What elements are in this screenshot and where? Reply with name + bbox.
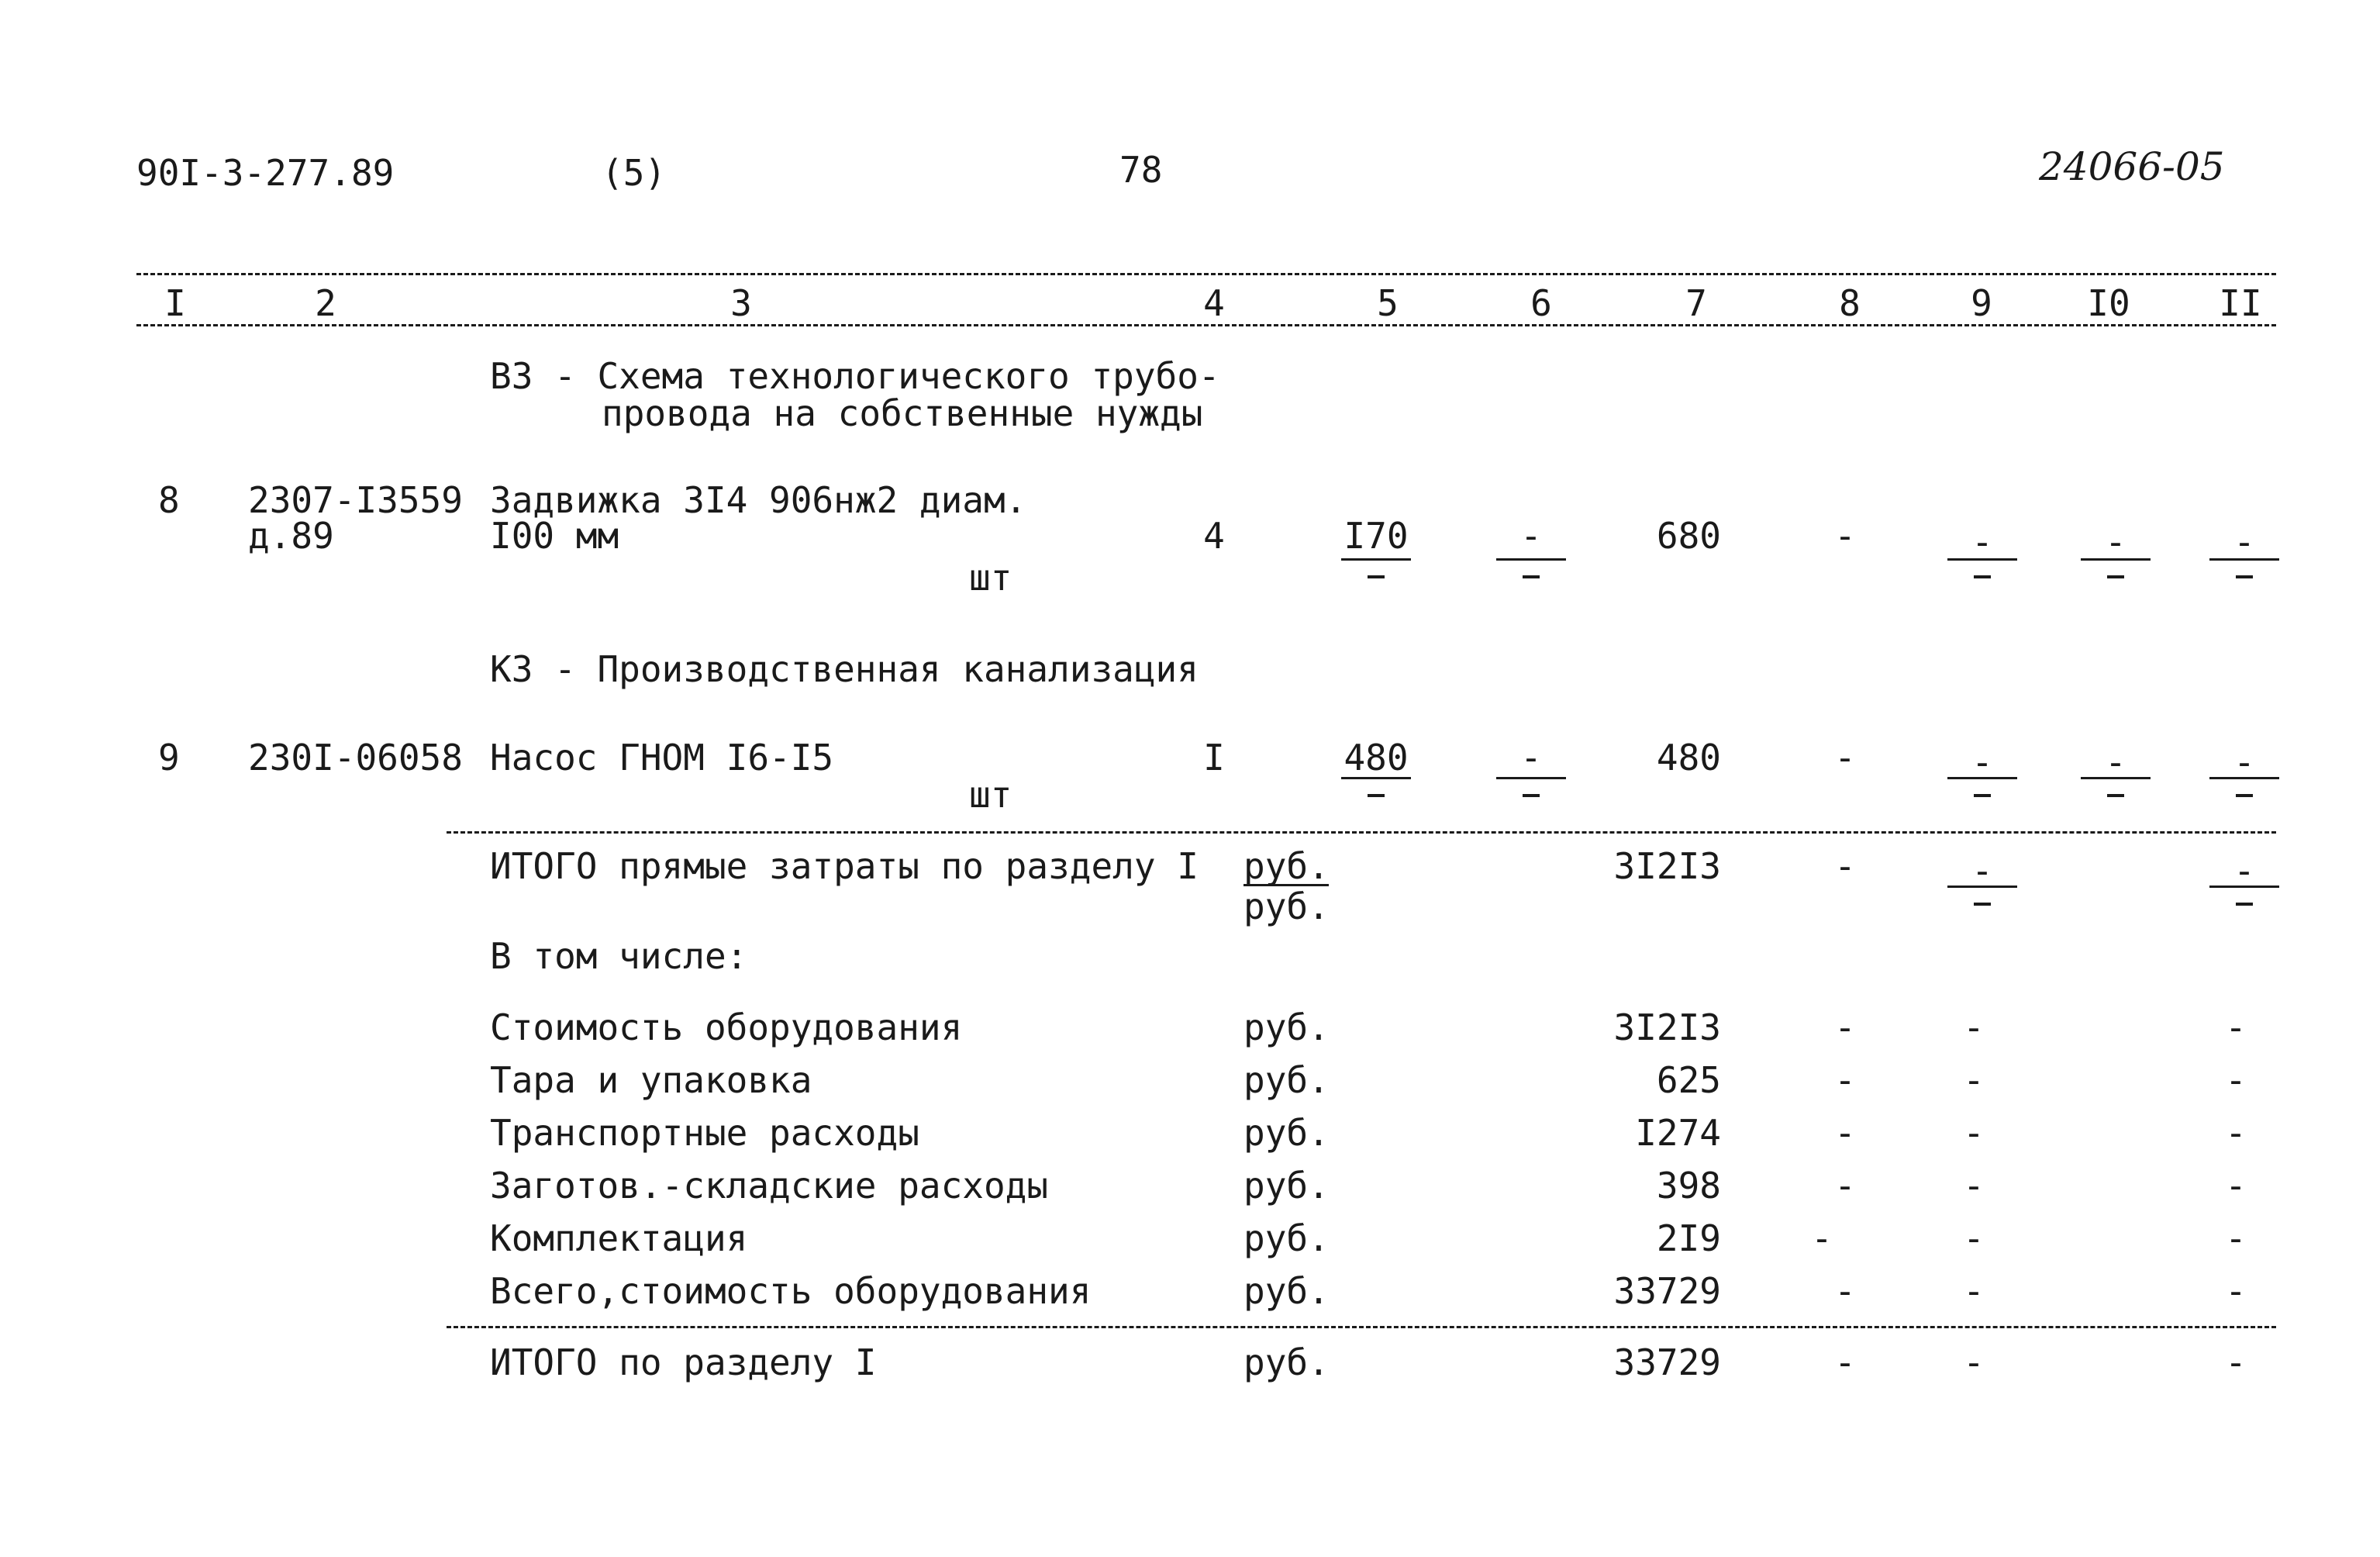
row-number: 8 (158, 479, 180, 521)
unit: шт (969, 557, 1012, 599)
fraction-line (1947, 777, 2017, 779)
breakdown-unit: руб. (1243, 1165, 1330, 1207)
dash-mark (2236, 794, 2253, 797)
album-number: (5) (602, 152, 667, 194)
fraction-line (1947, 886, 2017, 888)
breakdown-label: Комплектация (490, 1217, 748, 1259)
header-top-rule (136, 273, 2276, 275)
item-name-continued: I00 мм (490, 515, 619, 557)
total-cost: 3I2I3 (1613, 845, 1721, 887)
section-title-continued: провода на собственные нужды (602, 392, 1203, 434)
price-code: 2307-I3559 (248, 479, 463, 521)
fraction-line (1341, 777, 1411, 779)
column-header: II (2219, 282, 2262, 324)
col8-value: - (1834, 1059, 1856, 1101)
dash-mark (2107, 794, 2124, 797)
page-number: 78 (1119, 149, 1163, 191)
unit-numerator: руб. (1243, 845, 1330, 887)
total-cost: 680 (1656, 515, 1721, 557)
dash-mark (1974, 794, 1991, 797)
column-header: 5 (1377, 282, 1399, 324)
col11-value: - (2225, 1112, 2247, 1154)
col9-value: - (1963, 1112, 1985, 1154)
total-label: ИТОГО по разделу I (490, 1341, 877, 1383)
dash-mark (1974, 575, 1991, 578)
dash-mark (1974, 903, 1991, 906)
item-name: Задвижка 3I4 906нж2 диам. (490, 479, 1027, 521)
breakdown-cost: 2I9 (1656, 1217, 1721, 1259)
row-number: 9 (158, 737, 180, 778)
dash-mark (1368, 575, 1385, 578)
dash-mark (2107, 575, 2124, 578)
unit-denominator: руб. (1243, 886, 1330, 927)
col8-value: - (1811, 1217, 1833, 1259)
fraction-line (1496, 777, 1566, 779)
breakdown-label: Стоимость оборудования (490, 1006, 963, 1048)
breakdown-unit: руб. (1243, 1270, 1330, 1312)
section-separator (447, 1326, 2276, 1328)
col9-value: - (1963, 1059, 1985, 1101)
header-bottom-rule (136, 324, 2276, 326)
breakdown-cost: I274 (1635, 1112, 1721, 1154)
col11-value: - (2225, 1006, 2247, 1048)
archive-number: 24066-05 (2039, 144, 2225, 189)
breakdown-cost: 625 (1656, 1059, 1721, 1101)
total-unit: руб. (1243, 1341, 1330, 1383)
breakdown-cost: 3I2I3 (1613, 1006, 1721, 1048)
col8-value: - (1834, 515, 1856, 557)
breakdown-label: Заготов.-складские расходы (490, 1165, 1049, 1207)
dash-mark (1368, 794, 1385, 797)
fraction-line (2081, 777, 2151, 779)
col8-value: - (1834, 1112, 1856, 1154)
breakdown-label: Тара и упаковка (490, 1059, 812, 1101)
breakdown-label: Всего,стоимость оборудования (490, 1270, 1092, 1312)
col9-value: - (1971, 741, 1993, 783)
unit: шт (969, 774, 1012, 816)
column-header: I (164, 282, 186, 324)
col8-value: - (1834, 1341, 1856, 1383)
section-title: В3 - Схема технологического трубо- (490, 355, 1220, 397)
section-separator (447, 831, 2276, 834)
total-cost: 480 (1656, 737, 1721, 778)
col11-value: - (2225, 1217, 2247, 1259)
breakdown-unit: руб. (1243, 1112, 1330, 1154)
col11-value: - (2225, 1165, 2247, 1207)
dash-mark (2236, 575, 2253, 578)
fraction-line (2209, 558, 2279, 561)
breakdown-label: Транспортные расходы (490, 1112, 919, 1154)
col9-value: - (1963, 1006, 1985, 1048)
col8-value: - (1834, 1165, 1856, 1207)
column-header: 9 (1971, 282, 1992, 324)
item-name: Насос ГНОМ I6-I5 (490, 737, 834, 778)
col11-value: - (2233, 521, 2255, 563)
dash-mark (2236, 903, 2253, 906)
price-code-suffix: д.89 (248, 515, 334, 557)
col8-value: - (1834, 1270, 1856, 1312)
col11-value: - (2225, 1270, 2247, 1312)
fraction-line (1947, 558, 2017, 561)
column-header: 2 (315, 282, 336, 324)
quantity: I (1203, 737, 1225, 778)
unit-price: I70 (1343, 515, 1409, 557)
dash-mark (1523, 575, 1540, 578)
total-label: ИТОГО прямые затраты по разделу I (490, 845, 1199, 887)
col6-value: - (1520, 515, 1542, 557)
col8-value: - (1834, 1006, 1856, 1048)
including-label: В том числе: (490, 935, 748, 977)
fraction-line (2209, 886, 2279, 888)
col11-value: - (2225, 1059, 2247, 1101)
col9-value: - (1963, 1165, 1985, 1207)
col11-value: - (2233, 850, 2255, 892)
quantity: 4 (1203, 515, 1225, 557)
col11-value: - (2233, 741, 2255, 783)
col9-value: - (1971, 521, 1993, 563)
fraction-line (2081, 558, 2151, 561)
col9-value: - (1963, 1217, 1985, 1259)
col8-value: - (1834, 845, 1856, 887)
column-header: 6 (1530, 282, 1552, 324)
col9-value: - (1963, 1270, 1985, 1312)
section-title: К3 - Производственная канализация (490, 648, 1199, 690)
column-header: 4 (1203, 282, 1225, 324)
column-header: 3 (730, 282, 752, 324)
unit-price: 480 (1343, 737, 1409, 778)
breakdown-cost: 33729 (1613, 1270, 1721, 1312)
total-cost: 33729 (1613, 1341, 1721, 1383)
price-code: 230I-06058 (248, 737, 463, 778)
col11-value: - (2225, 1341, 2247, 1383)
col6-value: - (1520, 737, 1542, 778)
column-header: 8 (1839, 282, 1861, 324)
fraction-line (1341, 558, 1411, 561)
col8-value: - (1834, 737, 1856, 778)
fraction-line (1496, 558, 1566, 561)
dash-mark (1523, 794, 1540, 797)
breakdown-cost: 398 (1656, 1165, 1721, 1207)
breakdown-unit: руб. (1243, 1006, 1330, 1048)
col10-value: - (2105, 521, 2126, 563)
breakdown-unit: руб. (1243, 1217, 1330, 1259)
fraction-line (2209, 777, 2279, 779)
column-header: I0 (2087, 282, 2130, 324)
breakdown-unit: руб. (1243, 1059, 1330, 1101)
col10-value: - (2105, 741, 2126, 783)
column-header: 7 (1685, 282, 1707, 324)
col9-value: - (1971, 850, 1993, 892)
col9-value: - (1963, 1341, 1985, 1383)
document-code: 90I-3-277.89 (136, 152, 395, 194)
